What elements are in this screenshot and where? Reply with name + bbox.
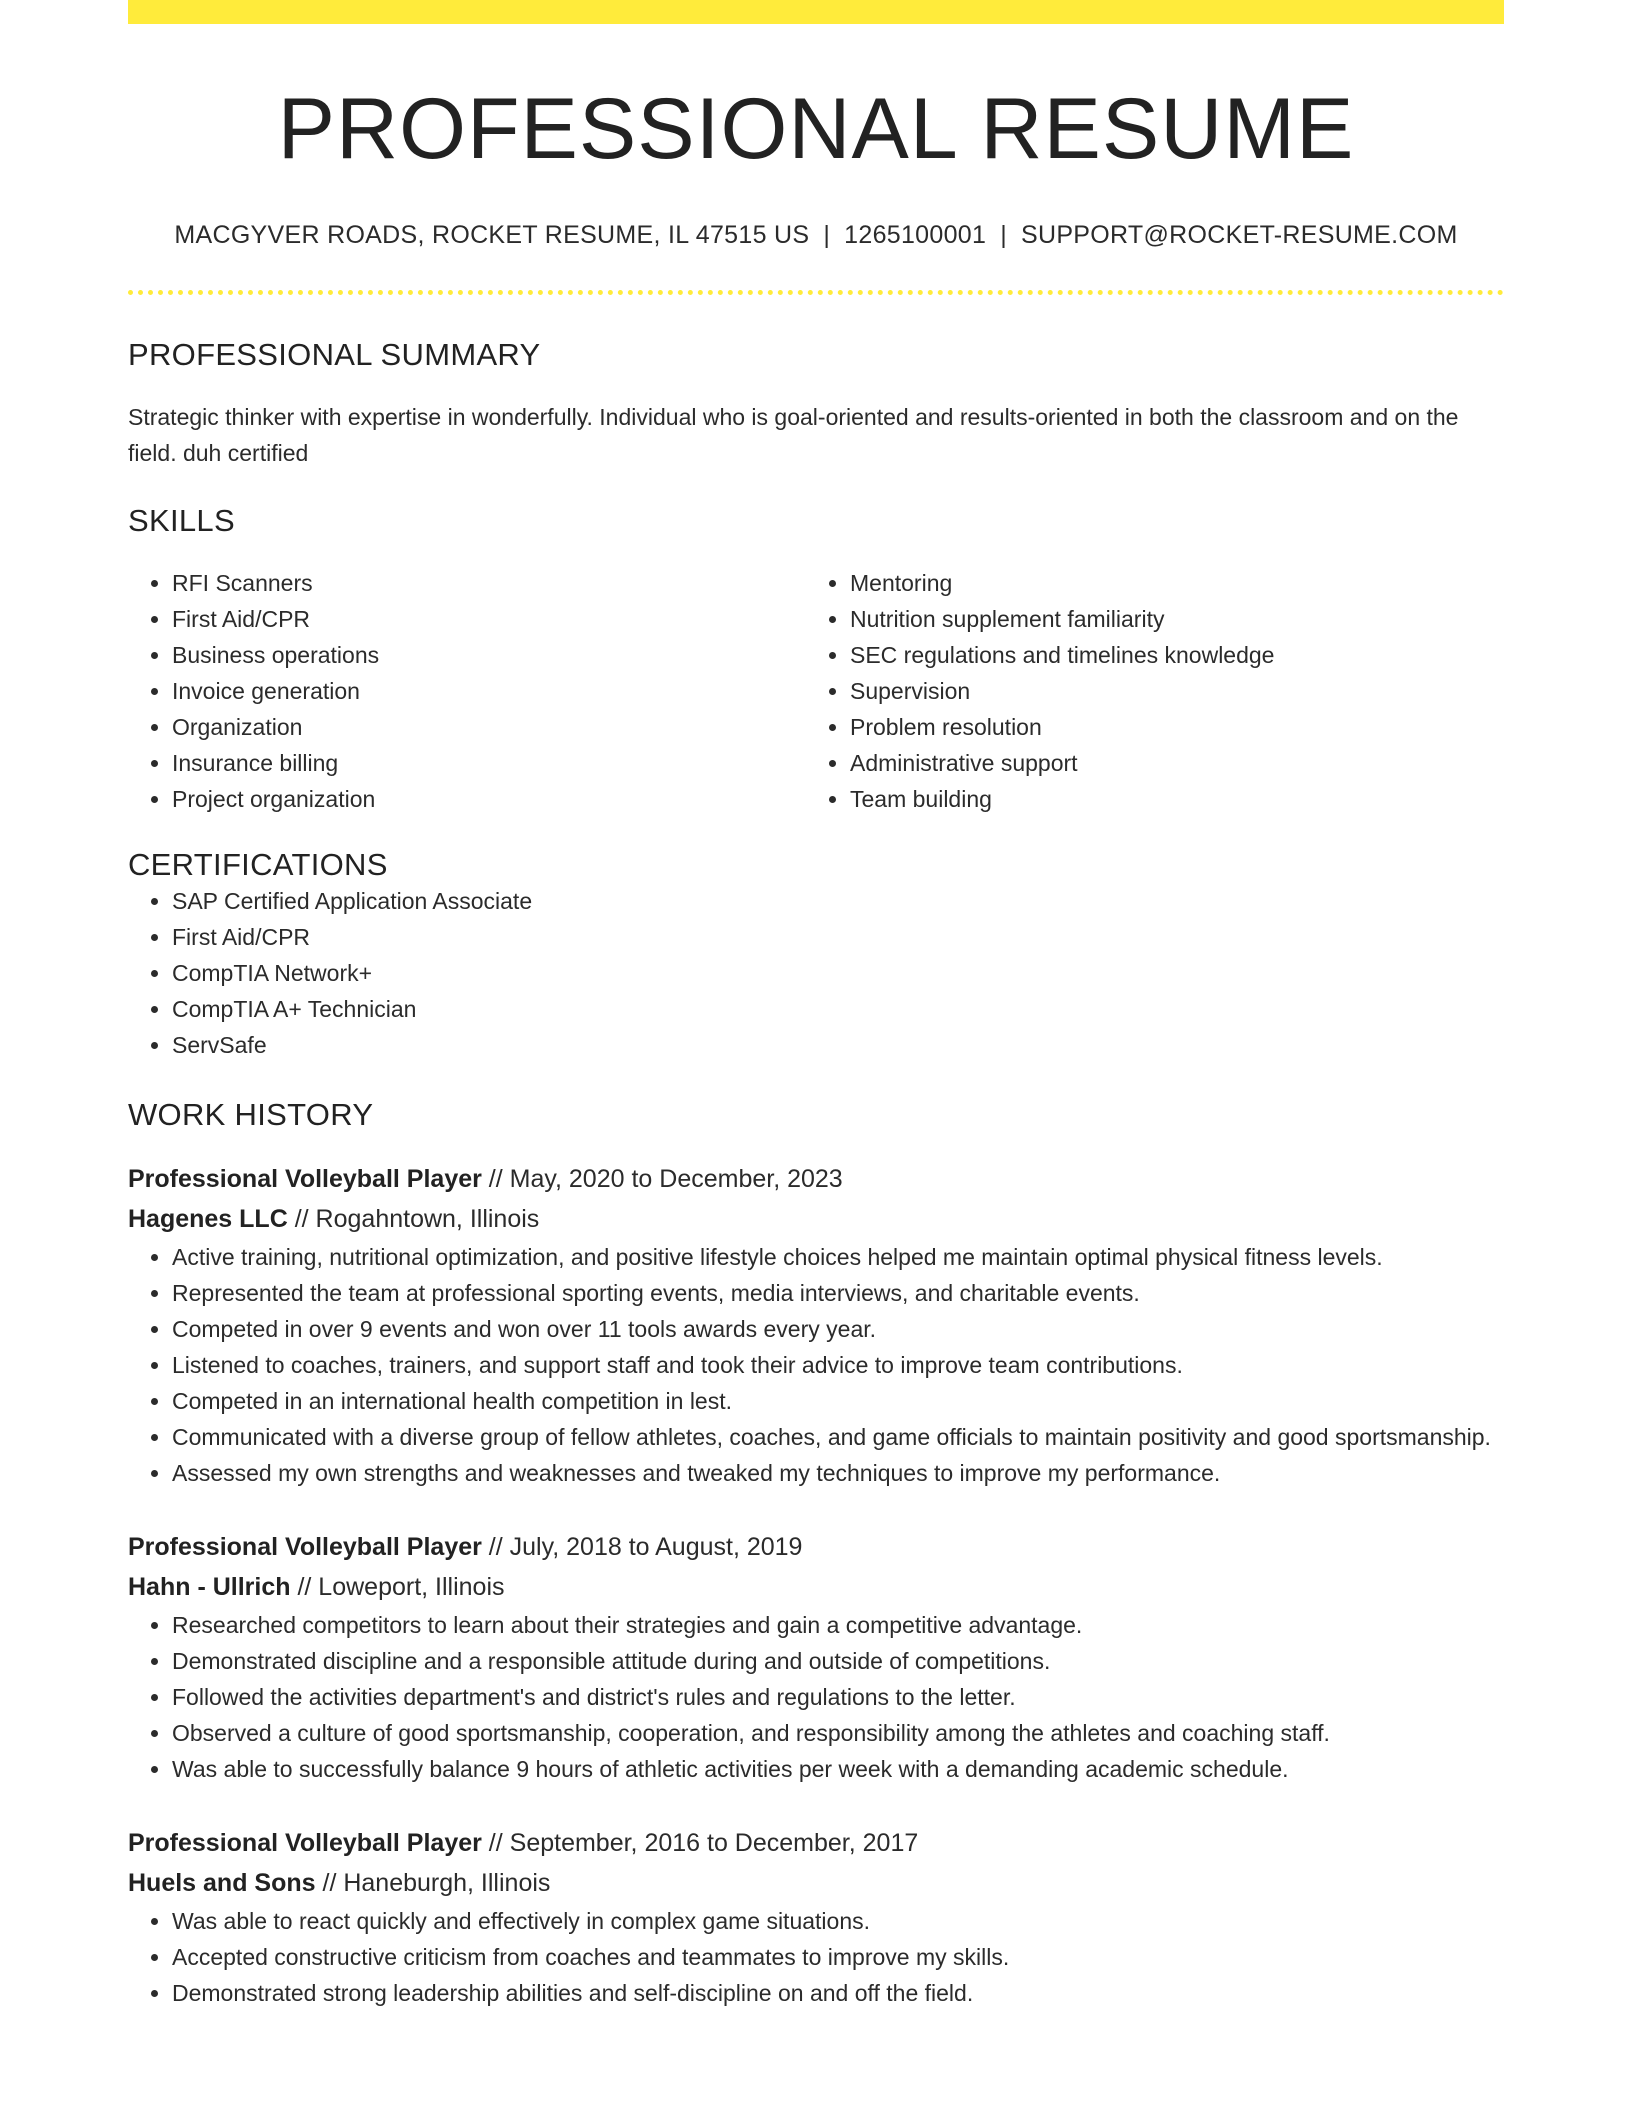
job-duty-item: • Was able to successfully balance 9 hours of athletic activities per week with a demanding academic schedule. [172, 1751, 1504, 1787]
summary-heading: PROFESSIONAL SUMMARY [128, 336, 541, 372]
job-location: // Loweport, Illinois [290, 1572, 505, 1601]
job-duties-list [128, 1903, 1504, 2011]
certifications-heading: CERTIFICATIONS [128, 846, 388, 882]
skill-item: • Administrative support [850, 745, 1484, 781]
skill-item: • Mentoring [850, 565, 1484, 601]
skill-item: • Project organization [172, 781, 806, 817]
work-history-heading: WORK HISTORY [128, 1096, 374, 1132]
skill-item: • Insurance billing [172, 745, 806, 781]
certification-item: • First Aid/CPR [172, 919, 1504, 955]
certification-item: • ServSafe [172, 1027, 1504, 1063]
job-duty-item: • Communicated with a diverse group of fellow athletes, coaches, and game officials to maintain positivity and good sportsmanship. [172, 1419, 1504, 1455]
job-title: Professional Volleyball Player [128, 1164, 482, 1193]
contact-separator: | [1000, 220, 1007, 249]
skill-item: • First Aid/CPR [172, 601, 806, 637]
job-duty-item: • Listened to coaches, trainers, and support staff and took their advice to improve team contributions. [172, 1347, 1504, 1383]
skills-list-left [128, 565, 806, 817]
skills-grid [128, 565, 1504, 817]
job-duties-list [128, 1607, 1504, 1787]
accent-top-bar [128, 0, 1504, 24]
job-location: // Rogahntown, Illinois [287, 1204, 540, 1233]
skill-item: • Nutrition supplement familiarity [850, 601, 1484, 637]
skill-item: • Business operations [172, 637, 806, 673]
contact-email: SUPPORT@ROCKET-RESUME.COM [1021, 220, 1458, 249]
skill-item: • SEC regulations and timelines knowledge [850, 637, 1484, 673]
job-duty-item: • Was able to react quickly and effectively in complex game situations. [172, 1903, 1504, 1939]
job-duty-item: • Competed in an international health competition in lest. [172, 1383, 1504, 1419]
job-duty-item: • Competed in over 9 events and won over 11 tools awards every year. [172, 1311, 1504, 1347]
contact-phone: 1265100001 [844, 220, 987, 249]
skills-heading: SKILLS [128, 502, 235, 538]
skill-item: • Problem resolution [850, 709, 1484, 745]
certification-item: • CompTIA A+ Technician [172, 991, 1504, 1027]
job-title: Professional Volleyball Player [128, 1828, 482, 1857]
skill-item: • Supervision [850, 673, 1484, 709]
job-dates: // July, 2018 to August, 2019 [481, 1532, 803, 1561]
job-duty-item: • Demonstrated discipline and a responsible attitude during and outside of competitions. [172, 1643, 1504, 1679]
job-company: Hagenes LLC [128, 1204, 288, 1233]
job-company-line [128, 1199, 1504, 1239]
certification-item: • CompTIA Network+ [172, 955, 1504, 991]
resume-title: PROFESSIONAL RESUME [277, 81, 1355, 177]
job-entry [128, 1823, 1504, 2011]
skill-item: • RFI Scanners [172, 565, 806, 601]
job-dates: // May, 2020 to December, 2023 [481, 1164, 843, 1193]
job-title: Professional Volleyball Player [128, 1532, 482, 1561]
dotted-divider [128, 290, 1504, 295]
skills-column-left [128, 565, 806, 817]
job-entry [128, 1159, 1504, 1491]
job-dates: // September, 2016 to December, 2017 [481, 1828, 919, 1857]
contact-line [128, 221, 1504, 250]
skill-item: • Team building [850, 781, 1484, 817]
job-title-line [128, 1823, 1504, 1863]
certification-item: • SAP Certified Application Associate [172, 883, 1504, 919]
resume-page [128, 0, 1504, 2011]
job-duty-item: • Researched competitors to learn about their strategies and gain a competitive advantage. [172, 1607, 1504, 1643]
job-company: Hahn - Ullrich [128, 1572, 291, 1601]
job-company: Huels and Sons [128, 1868, 316, 1897]
job-duty-item: • Followed the activities department's and district's rules and regulations to the letter. [172, 1679, 1504, 1715]
contact-address: MACGYVER ROADS, ROCKET RESUME, IL 47515 US [174, 220, 810, 249]
job-duty-item: • Assessed my own strengths and weaknesses and tweaked my techniques to improve my performance. [172, 1455, 1504, 1491]
certifications-list [128, 883, 1504, 1063]
job-company-line [128, 1863, 1504, 1903]
job-location: // Haneburgh, Illinois [315, 1868, 551, 1897]
skills-column-right [806, 565, 1484, 817]
job-title-line [128, 1527, 1504, 1567]
job-duty-item: • Active training, nutritional optimization, and positive lifestyle choices helped me maintain optimal physical fitness levels. [172, 1239, 1504, 1275]
contact-separator: | [823, 220, 831, 249]
summary-text: Strategic thinker with expertise in wonderfully. Individual who is goal-oriented and results-oriented in both the classroom and on the field. duh certified [128, 403, 1459, 466]
job-company-line [128, 1567, 1504, 1607]
skills-list-right [806, 565, 1484, 817]
job-duties-list [128, 1239, 1504, 1491]
skill-item: • Organization [172, 709, 806, 745]
job-duty-item: • Demonstrated strong leadership abilities and self-discipline on and off the field. [172, 1975, 1504, 2011]
job-title-line [128, 1159, 1504, 1199]
skill-item: • Invoice generation [172, 673, 806, 709]
job-entry [128, 1527, 1504, 1787]
job-duty-item: • Accepted constructive criticism from coaches and teammates to improve my skills. [172, 1939, 1504, 1975]
job-duty-item: • Represented the team at professional sporting events, media interviews, and charitable events. [172, 1275, 1504, 1311]
job-duty-item: • Observed a culture of good sportsmanship, cooperation, and responsibility among the athletes and coaching staff. [172, 1715, 1504, 1751]
